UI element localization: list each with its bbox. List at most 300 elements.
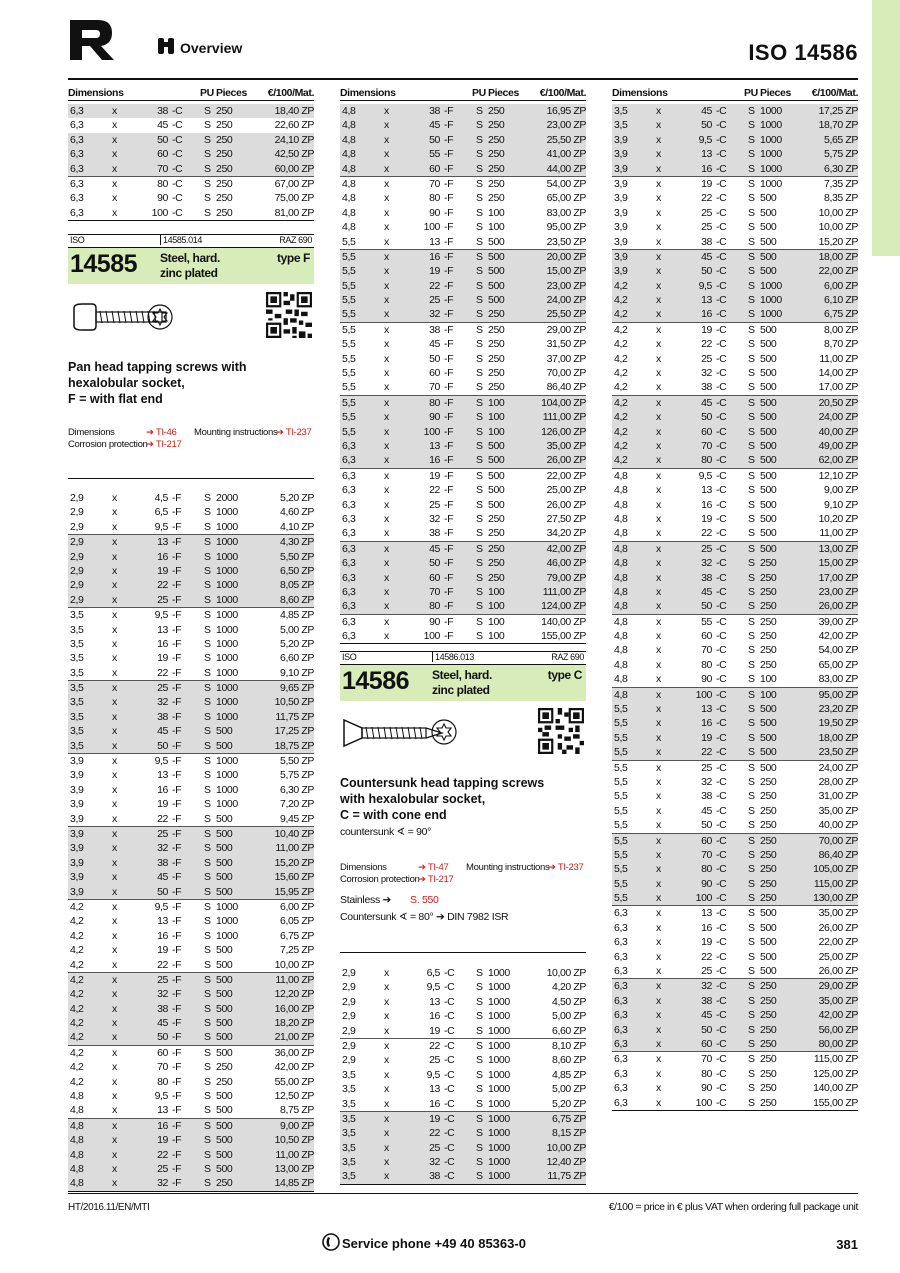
price-cell: 115,00 ZP (813, 877, 858, 890)
diameter-cell: 6,3 (342, 498, 356, 511)
price-cell: 23,00 ZP (546, 119, 586, 132)
table-row (612, 249, 858, 264)
price-cell: 8,05 ZP (280, 579, 314, 592)
type-cell: -F (444, 119, 454, 132)
length-cell: 45 (701, 804, 712, 817)
pu-cell: S (748, 819, 755, 832)
price-cell: 22,00 ZP (818, 936, 858, 949)
length-cell: 100 (423, 425, 440, 438)
type-cell: -F (444, 367, 454, 380)
price-cell: 37,00 ZP (546, 352, 586, 365)
table-col3 (612, 104, 858, 1111)
pieces-cell: 100 (760, 673, 777, 686)
length-cell: 25 (157, 973, 168, 986)
pieces-cell: 250 (760, 790, 777, 803)
pu-cell: S (476, 1024, 483, 1037)
pu-cell: S (476, 162, 483, 175)
type-cell: -F (444, 484, 454, 497)
table-row (340, 1038, 586, 1053)
price-cell: 23,50 ZP (818, 746, 858, 759)
table-col2-bottom (340, 966, 586, 1185)
mounting-ref-link[interactable]: ➔ TI-237 (548, 862, 584, 873)
type-cell: -C (716, 571, 727, 584)
type-cell: -F (172, 1148, 182, 1161)
price-cell: 40,00 ZP (818, 819, 858, 832)
pieces-header: Pieces (216, 87, 247, 99)
price-cell: 8,15 ZP (552, 1127, 586, 1140)
times-cell: x (112, 1017, 117, 1030)
diameter-cell: 6,3 (342, 557, 356, 570)
length-cell: 19 (701, 177, 712, 190)
times-cell: x (656, 367, 661, 380)
pieces-cell: 250 (760, 615, 777, 628)
length-cell: 80 (701, 863, 712, 876)
type-cell: -C (716, 994, 727, 1007)
length-cell: 13 (429, 235, 440, 248)
price-cell: 6,75 ZP (824, 308, 858, 321)
price-cell: 40,00 ZP (818, 425, 858, 438)
pieces-cell: 500 (760, 221, 777, 234)
price-cell: 140,00 ZP (813, 1082, 858, 1095)
table-row (612, 541, 858, 556)
type-cell: -C (716, 119, 727, 132)
table-row (612, 745, 858, 759)
pieces-cell: 1000 (488, 981, 510, 994)
diameter-cell: 4,2 (70, 1061, 84, 1074)
length-cell: 22 (157, 666, 168, 679)
times-cell: x (384, 1083, 389, 1096)
length-cell: 16 (701, 921, 712, 934)
times-cell: x (112, 842, 117, 855)
dimensions-link-row (68, 427, 115, 438)
pieces-cell: 1000 (488, 995, 510, 1008)
pu-cell: S (748, 863, 755, 876)
times-cell: x (112, 755, 117, 768)
length-cell: 13 (701, 703, 712, 716)
price-cell: 12,10 ZP (818, 469, 858, 482)
pieces-cell: 500 (760, 950, 777, 963)
table-row (340, 966, 586, 980)
times-cell: x (112, 1075, 117, 1088)
pu-cell: S (204, 842, 211, 855)
table-row (68, 550, 314, 564)
diameter-cell: 3,5 (614, 119, 628, 132)
alternative-angle-ref[interactable]: Countersunk ∢ = 80° ➔ DIN 7982 ISR (340, 911, 509, 923)
times-cell: x (384, 338, 389, 351)
table-row (612, 483, 858, 497)
times-cell: x (384, 995, 389, 1008)
pu-cell: S (748, 439, 755, 452)
price-cell: 83,00 ZP (818, 673, 858, 686)
type-cell: -F (172, 564, 182, 577)
times-cell: x (656, 834, 661, 847)
table-row (612, 585, 858, 599)
length-cell: 22 (157, 579, 168, 592)
type-cell: -C (716, 892, 727, 905)
diameter-cell: 2,9 (342, 1054, 356, 1067)
type-cell: -F (172, 623, 182, 636)
pieces-cell: 500 (488, 250, 505, 263)
table-row (340, 1169, 586, 1183)
length-cell: 13 (157, 915, 168, 928)
times-cell: x (656, 585, 661, 598)
diameter-cell: 4,8 (614, 571, 628, 584)
price-cell: 5,65 ZP (824, 133, 858, 146)
pieces-cell: 250 (760, 863, 777, 876)
table-row (612, 877, 858, 891)
table-row (68, 564, 314, 578)
length-cell: 22 (701, 338, 712, 351)
corrosion-ref-link[interactable]: ➔ TI-217 (418, 874, 454, 885)
price-cell: 17,25 ZP (274, 725, 314, 738)
diameter-cell: 6,3 (614, 1038, 628, 1050)
divider (68, 478, 314, 479)
pu-cell: S (476, 279, 483, 292)
type-cell: -C (444, 967, 455, 979)
times-cell: x (112, 783, 117, 796)
table-row (612, 147, 858, 161)
price-cell: 20,50 ZP (818, 396, 858, 409)
price-cell: 6,60 ZP (552, 1024, 586, 1037)
price-cell: 95,00 ZP (818, 688, 858, 701)
mounting-ref-link[interactable]: ➔ TI-237 (276, 427, 312, 438)
pu-cell: S (476, 381, 483, 394)
price-cell: 10,00 ZP (546, 1141, 586, 1154)
diameter-cell: 5,5 (614, 790, 628, 803)
type-cell: -C (444, 1156, 455, 1169)
length-cell: 50 (701, 411, 712, 424)
times-cell: x (384, 1156, 389, 1169)
table-row (68, 118, 314, 132)
pieces-cell: 100 (488, 600, 505, 613)
table-row (340, 980, 586, 994)
table-row (340, 571, 586, 585)
type-cell: -F (172, 506, 182, 519)
divider (340, 952, 586, 953)
times-cell: x (656, 265, 661, 278)
pu-cell: S (748, 338, 755, 351)
length-cell: 32 (701, 557, 712, 570)
price-cell: 42,00 ZP (274, 1061, 314, 1074)
length-cell: 25 (701, 761, 712, 774)
times-cell: x (656, 250, 661, 263)
price-cell: 7,20 ZP (280, 798, 314, 811)
diameter-cell: 4,8 (614, 600, 628, 613)
type-cell: -C (716, 221, 727, 234)
price-header: €/100/Mat. (811, 87, 858, 99)
diameter-cell: 6,3 (70, 206, 84, 219)
length-cell: 100 (423, 630, 440, 643)
times-cell: x (384, 1068, 389, 1081)
dimensions-ref-link[interactable]: ➔ TI-46 (146, 427, 177, 438)
pu-cell: S (204, 506, 211, 519)
material (432, 668, 492, 698)
times-cell: x (656, 148, 661, 161)
table-row (340, 995, 586, 1009)
times-cell: x (656, 279, 661, 292)
pu-cell: S (748, 761, 755, 774)
table-row (340, 483, 586, 497)
price-cell: 11,00 ZP (819, 352, 858, 365)
pu-cell: S (204, 988, 211, 1001)
diameter-cell: 2,9 (70, 579, 84, 592)
diameter-cell: 4,2 (614, 294, 628, 307)
diameter-cell: 3,9 (614, 206, 628, 219)
times-cell: x (656, 512, 661, 525)
diameter-cell: 5,5 (614, 775, 628, 788)
diameter-cell: 4,8 (342, 133, 356, 146)
diameter-cell: 5,5 (342, 294, 356, 307)
pieces-cell: 500 (488, 498, 505, 511)
table-row (612, 307, 858, 321)
length-cell: 80 (157, 177, 168, 190)
type-cell: -C (716, 615, 727, 628)
diameter-cell: 5,5 (342, 411, 356, 424)
times-cell: x (656, 425, 661, 438)
pieces-cell: 500 (760, 469, 777, 482)
times-cell: x (112, 1134, 117, 1147)
pieces-cell: 250 (760, 644, 777, 657)
pu-cell: S (748, 644, 755, 657)
pieces-cell: 500 (216, 812, 233, 825)
pieces-cell: 500 (216, 1002, 233, 1015)
pu-cell: S (748, 877, 755, 890)
table-row (68, 1016, 314, 1030)
diameter-cell: 6,3 (614, 936, 628, 949)
pieces-cell: 250 (488, 119, 505, 132)
pieces-cell: 500 (760, 907, 777, 920)
length-cell: 50 (701, 600, 712, 613)
price-cell: 15,20 ZP (274, 856, 314, 869)
pu-cell: S (204, 915, 211, 928)
pu-cell: S (204, 856, 211, 869)
pieces-cell: 100 (488, 206, 505, 219)
price-cell: 44,00 ZP (546, 162, 586, 175)
pieces-cell: 500 (760, 542, 777, 555)
table-row (68, 914, 314, 928)
type-cell: -F (444, 133, 454, 146)
type-cell: -F (172, 1017, 182, 1030)
diameter-cell: 4,2 (70, 900, 84, 913)
type-cell: -C (716, 775, 727, 788)
length-cell: 9,5 (154, 520, 168, 533)
diameter-cell: 5,5 (342, 265, 356, 278)
type-cell: -C (716, 630, 727, 643)
times-cell: x (112, 652, 117, 665)
pieces-cell: 500 (760, 235, 777, 248)
diameter-cell: 3,9 (614, 177, 628, 190)
times-cell: x (656, 484, 661, 497)
diameter-cell: 3,5 (342, 1083, 356, 1096)
pieces-cell: 500 (760, 761, 777, 774)
times-cell: x (384, 250, 389, 263)
price-cell: 12,20 ZP (274, 988, 314, 1001)
price-cell: 60,00 ZP (274, 162, 314, 175)
pu-cell: S (748, 250, 755, 263)
price-cell: 39,00 ZP (818, 615, 858, 628)
price-cell: 18,00 ZP (818, 731, 858, 744)
length-cell: 16 (157, 1119, 168, 1132)
pieces-cell: 1000 (216, 929, 238, 942)
price-cell: 126,00 ZP (541, 425, 586, 438)
pieces-cell: 1000 (216, 682, 238, 695)
price-cell: 11,00 ZP (819, 527, 858, 540)
length-cell: 60 (157, 1046, 168, 1059)
pieces-cell: 500 (216, 973, 233, 986)
mounting-label: Mounting instructions (466, 862, 550, 873)
type-cell: -F (172, 637, 182, 650)
price-cell: 5,00 ZP (552, 1010, 586, 1023)
times-cell: x (112, 1162, 117, 1175)
type-cell: -C (716, 454, 727, 467)
table-row (340, 133, 586, 147)
table-row (340, 162, 586, 176)
price-cell: 24,00 ZP (818, 761, 858, 774)
pu-cell: S (476, 469, 483, 482)
length-cell: 80 (701, 658, 712, 671)
diameter-cell: 5,5 (342, 235, 356, 248)
price-cell: 111,00 ZP (542, 411, 586, 424)
pu-cell: S (476, 352, 483, 365)
pu-cell: S (476, 1097, 483, 1110)
type-cell: -C (716, 688, 727, 701)
type-cell: -F (172, 988, 182, 1001)
pieces-cell: 500 (760, 352, 777, 365)
pu-cell: S (204, 520, 211, 533)
table-row (340, 599, 586, 613)
corrosion-ref-link[interactable]: ➔ TI-217 (146, 439, 182, 450)
pu-cell: S (748, 746, 755, 759)
pieces-cell: 1000 (216, 798, 238, 811)
diameter-cell: 4,8 (70, 1148, 84, 1161)
table-row (612, 1051, 858, 1066)
length-cell: 19 (701, 936, 712, 949)
pu-cell: S (204, 1104, 211, 1117)
brand-logo (68, 18, 116, 62)
dimensions-header: Dimensions (68, 87, 124, 99)
pieces-header: Pieces (760, 87, 791, 99)
stainless-ref-link[interactable]: S. 550 (410, 894, 439, 906)
type-cell: -F (172, 1177, 182, 1190)
price-note: €/100 = price in € plus VAT when ordering full package unit (608, 1201, 858, 1213)
times-cell: x (656, 717, 661, 730)
length-cell: 25 (429, 1054, 440, 1067)
times-cell: x (384, 279, 389, 292)
pieces-cell: 500 (216, 1031, 233, 1044)
pieces-cell: 250 (760, 1023, 777, 1036)
pieces-cell: 1000 (216, 900, 238, 913)
footer-rule (68, 1193, 858, 1194)
diameter-cell: 5,5 (342, 425, 356, 438)
type-cell: -F (444, 148, 454, 161)
pu-cell: S (476, 439, 483, 452)
length-cell: 32 (429, 308, 440, 321)
times-cell: x (656, 950, 661, 963)
table-row (68, 841, 314, 855)
diameter-cell: 3,5 (342, 1141, 356, 1154)
type-cell: -C (716, 396, 727, 409)
table-row (340, 220, 586, 234)
service-phone[interactable]: Service phone +49 40 85363-0 (342, 1236, 526, 1251)
diameter-cell: 3,5 (70, 637, 84, 650)
type-cell: -F (444, 425, 454, 438)
length-cell: 25 (701, 206, 712, 219)
price-cell: 125,00 ZP (813, 1067, 858, 1080)
length-cell: 80 (429, 192, 440, 205)
diameter-cell: 6,3 (70, 148, 84, 161)
length-cell: 50 (157, 1031, 168, 1044)
type-cell: -C (716, 863, 727, 876)
diameter-cell: 3,9 (614, 250, 628, 263)
pu-cell: S (204, 133, 211, 146)
pu-cell: S (748, 119, 755, 132)
table-row (340, 556, 586, 570)
diameter-cell: 3,5 (70, 710, 84, 723)
type-cell: -F (444, 469, 454, 482)
price-cell: 24,00 ZP (818, 411, 858, 424)
pu-cell: S (204, 609, 211, 622)
pieces-cell: 500 (216, 827, 233, 840)
table-row (68, 856, 314, 870)
price-cell: 25,50 ZP (546, 308, 586, 321)
length-cell: 13 (701, 907, 712, 920)
description-line2: hexalobular socket, (68, 376, 185, 390)
type-cell: -F (444, 192, 454, 205)
type-cell: -F (444, 352, 454, 365)
times-cell: x (656, 848, 661, 861)
pu-cell: S (476, 119, 483, 132)
length-cell: 45 (429, 338, 440, 351)
pu-cell: S (204, 769, 211, 782)
pieces-cell: 1000 (216, 915, 238, 928)
pieces-cell: 250 (488, 557, 505, 570)
diameter-cell: 5,5 (342, 396, 356, 409)
price-cell: 7,35 ZP (824, 177, 858, 190)
times-cell: x (384, 1170, 389, 1183)
price-cell: 8,00 ZP (824, 323, 858, 336)
times-cell: x (112, 871, 117, 884)
diameter-cell: 5,5 (342, 308, 356, 321)
dimensions-ref-link[interactable]: ➔ TI-47 (418, 862, 449, 873)
length-cell: 25 (157, 682, 168, 695)
table-row (340, 468, 586, 483)
length-cell: 38 (429, 1170, 440, 1183)
times-cell: x (656, 790, 661, 803)
table-row (340, 206, 586, 220)
price-cell: 130,00 ZP (813, 892, 858, 905)
table-row (68, 104, 314, 118)
times-cell: x (656, 352, 661, 365)
diameter-cell: 6,3 (342, 600, 356, 613)
pieces-cell: 500 (760, 206, 777, 219)
table-row (68, 1002, 314, 1016)
pieces-cell: 250 (760, 848, 777, 861)
price-cell: 10,20 ZP (818, 512, 858, 525)
iso-label: ISO (342, 652, 357, 662)
price-cell: 25,00 ZP (818, 950, 858, 963)
length-cell: 70 (429, 177, 440, 190)
length-cell: 70 (429, 381, 440, 394)
pu-cell: S (476, 105, 483, 117)
price-cell: 23,50 ZP (546, 235, 586, 248)
diameter-cell: 4,2 (614, 454, 628, 467)
times-cell: x (384, 571, 389, 584)
table-row (612, 206, 858, 220)
pieces-cell: 1000 (216, 520, 238, 533)
pieces-cell: 250 (760, 892, 777, 905)
diameter-cell: 6,3 (342, 542, 356, 555)
price-cell: 6,00 ZP (824, 279, 858, 292)
